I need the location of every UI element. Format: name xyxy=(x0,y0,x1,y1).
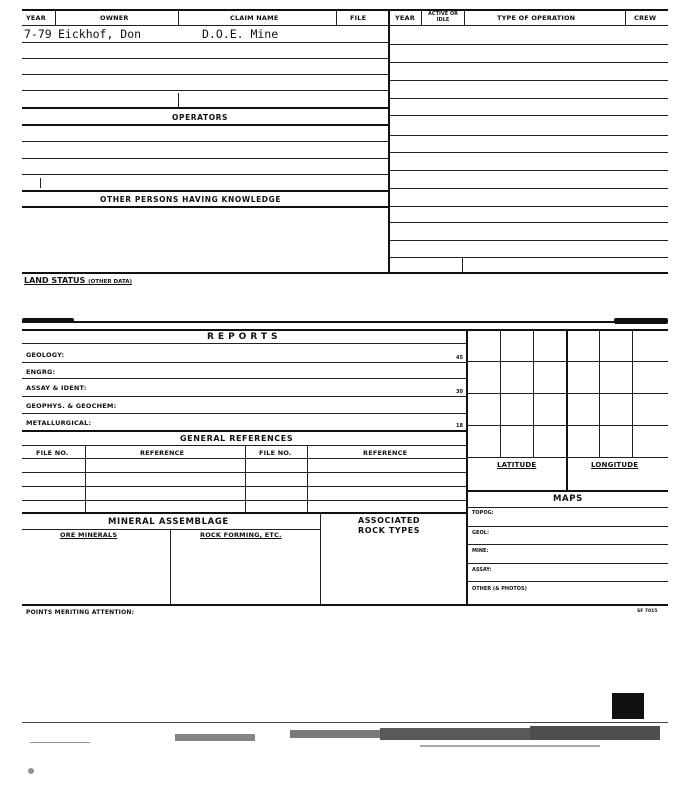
row-line xyxy=(22,190,388,192)
scan-mark xyxy=(614,318,668,324)
associated-label: ASSOCIATED xyxy=(358,516,421,525)
maps-mine: MINE: xyxy=(472,548,489,554)
row-line xyxy=(466,544,668,545)
grid-line xyxy=(466,393,668,394)
header-year-right: YEAR xyxy=(395,14,415,22)
gr-col-reference-1: REFERENCE xyxy=(140,449,185,457)
land-status-label-text: LAND STATUS xyxy=(24,276,86,285)
sep xyxy=(421,9,422,25)
sep xyxy=(55,9,56,25)
center-divider xyxy=(388,9,390,272)
report-geology-num: 45 xyxy=(456,355,463,361)
reports-bottom-border xyxy=(22,604,668,606)
rock-types-label: ROCK TYPES xyxy=(358,526,421,535)
header-year: YEAR xyxy=(26,14,46,22)
rock-forming-label: ROCK FORMING, ETC. xyxy=(200,531,282,539)
row-line xyxy=(22,458,466,459)
row-line xyxy=(22,206,388,208)
scan-noise xyxy=(28,768,34,774)
row-line xyxy=(22,124,388,126)
row-line xyxy=(390,240,668,241)
operators-label: OPERATORS xyxy=(172,113,229,122)
maps-geol: GEOL: xyxy=(472,530,489,536)
table-top-border xyxy=(22,9,668,11)
row-line xyxy=(390,257,668,258)
mineral-assemblage-title: MINERAL ASSEMBLAGE xyxy=(108,517,229,527)
header-active-or-idle: ACTIVE OR IDLE xyxy=(428,11,458,23)
row-line xyxy=(22,107,388,109)
row-line xyxy=(22,472,466,473)
row1-owner: Eickhof, Don xyxy=(58,27,142,41)
land-status-label xyxy=(24,276,132,285)
scan-noise xyxy=(290,730,380,738)
sep xyxy=(307,445,308,512)
header-claim-name: CLAIM NAME xyxy=(230,14,279,22)
scan-noise xyxy=(530,726,660,740)
maps-assay: ASSAY: xyxy=(472,567,492,573)
grid-line xyxy=(466,457,668,458)
row-line xyxy=(22,445,466,446)
sep xyxy=(85,445,86,512)
row-line xyxy=(22,486,466,487)
sep xyxy=(245,445,246,512)
row-line xyxy=(390,152,668,153)
row-line xyxy=(22,58,388,59)
grid-line xyxy=(466,490,668,492)
scan-line xyxy=(22,722,668,723)
row-line xyxy=(466,526,668,527)
other-persons-label: OTHER PERSONS HAVING KNOWLEDGE xyxy=(100,195,282,204)
scan-mark xyxy=(22,318,74,323)
report-assay-num: 30 xyxy=(456,389,463,395)
gr-col-reference-2: REFERENCE xyxy=(363,449,408,457)
row-line xyxy=(22,378,466,379)
row-line xyxy=(390,62,668,63)
header-owner: OWNER xyxy=(100,14,129,22)
row-line xyxy=(390,222,668,223)
form-number: SF 7015 xyxy=(637,609,658,614)
maps-other-photos: OTHER (& PHOTOS) xyxy=(472,586,527,592)
row-line xyxy=(22,343,466,344)
sep xyxy=(464,9,465,25)
report-geophys: GEOPHYS. & GEOCHEM: xyxy=(26,402,117,410)
row-line xyxy=(466,563,668,564)
grid-line xyxy=(466,361,668,362)
row-line xyxy=(466,507,668,508)
header-crew: CREW xyxy=(634,14,657,22)
row-line xyxy=(22,74,388,75)
scan-block xyxy=(612,693,644,719)
latitude-label: LATITUDE xyxy=(497,461,537,469)
grid-line xyxy=(566,329,568,490)
sep xyxy=(170,529,171,604)
ore-minerals-label: ORE MINERALS xyxy=(60,531,118,539)
gr-col-file-no-2: FILE NO. xyxy=(259,449,292,457)
report-geology: GEOLOGY: xyxy=(26,351,65,359)
reports-title: REPORTS xyxy=(207,332,282,342)
scan-noise xyxy=(380,728,530,740)
row-line xyxy=(22,158,388,159)
row-line xyxy=(390,188,668,189)
row-line xyxy=(22,529,320,530)
table-bottom-border xyxy=(22,272,668,274)
sep xyxy=(625,9,626,25)
row1-claim-name: D.O.E. Mine xyxy=(202,27,279,41)
land-status-sub: (OTHER DATA) xyxy=(88,279,133,285)
sep xyxy=(178,93,179,107)
row-line xyxy=(390,206,668,207)
report-engrg: ENGRG: xyxy=(26,368,56,376)
row-line xyxy=(22,430,466,432)
header-type-of-operation: TYPE OF OPERATION xyxy=(497,14,576,22)
row1-year: 7-79 xyxy=(24,27,52,41)
sep xyxy=(178,9,179,25)
row-line xyxy=(390,135,668,136)
row-line xyxy=(22,141,388,142)
scan-noise xyxy=(420,745,600,747)
row-line xyxy=(390,115,668,116)
header-bottom-border xyxy=(22,25,668,26)
row-line xyxy=(22,396,466,397)
row-line xyxy=(22,500,466,501)
sep xyxy=(320,512,321,604)
points-meriting-attention: POINTS MERITING ATTENTION: xyxy=(26,609,135,616)
longitude-label: LONGITUDE xyxy=(591,461,639,469)
row-line xyxy=(22,174,388,175)
gr-col-file-no-1: FILE NO. xyxy=(36,449,69,457)
row-line xyxy=(390,170,668,171)
header-file: FILE xyxy=(350,14,367,22)
row-line xyxy=(22,413,466,414)
row-line xyxy=(390,98,668,99)
report-metallurgical-num: 18 xyxy=(456,423,463,429)
row-line xyxy=(22,42,388,43)
scan-noise xyxy=(30,742,90,743)
section-divider xyxy=(22,321,668,323)
sep xyxy=(462,258,463,272)
maps-title: MAPS xyxy=(553,494,583,504)
sep xyxy=(336,9,337,25)
row-line xyxy=(466,581,668,582)
maps-topog: TOPOG: xyxy=(472,510,494,516)
sep xyxy=(40,178,41,188)
report-assay: ASSAY & IDENT: xyxy=(26,384,87,392)
row-line xyxy=(22,512,466,514)
general-references-title: GENERAL REFERENCES xyxy=(180,434,294,443)
row-line xyxy=(390,44,668,45)
report-metallurgical: METALLURGICAL: xyxy=(26,419,92,427)
grid-line xyxy=(466,425,668,426)
row-line xyxy=(22,90,388,91)
scan-noise xyxy=(175,734,255,741)
reports-top-border xyxy=(22,329,668,331)
row-line xyxy=(390,80,668,81)
row-line xyxy=(22,362,466,363)
